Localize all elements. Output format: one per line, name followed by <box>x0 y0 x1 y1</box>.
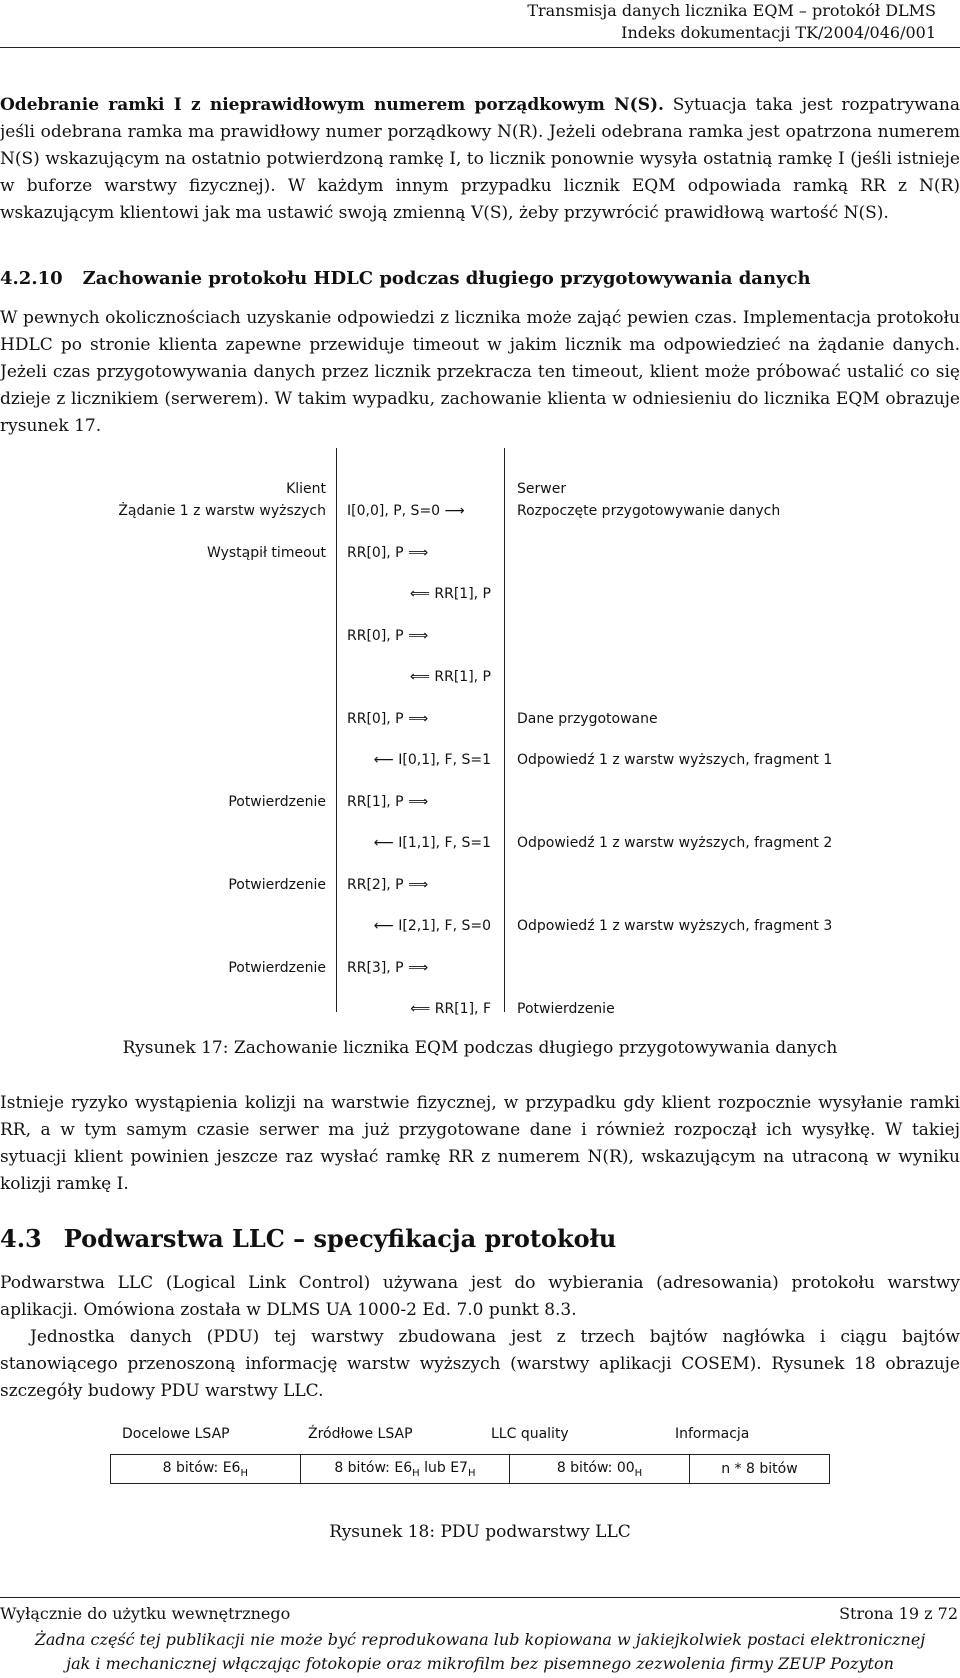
section-heading-4-3 <box>0 1224 616 1253</box>
pdu-table <box>110 1454 830 1484</box>
paragraph-body: Sytuacja taka jest rozpatrywana jeśli odebrana ramka ma prawidłowy numer porządkowy N(R). Jeżeli odebrana ramka jest opatrzona numerem N(S) wskazującym na ostatnio potwierdzoną ramkę I, to licznik ponownie wysyła ostatnią ramkę I (jeśli istnieje w buforze warstwy fizycznej). W każdym innym przypadku licznik EQM odpowiada ramką RR z N(R) wskazującym klientowi jak ma ustawić swoją zmienną V(S), żeby przywrócić prawidłową wartość N(S). <box>0 95 960 223</box>
sequence-message: RR[0], P ⟹ <box>347 711 429 727</box>
pdu-field-cell <box>510 1455 690 1484</box>
client-event-label: Wystąpił timeout <box>206 545 326 561</box>
pdu-field-header: Docelowe LSAP <box>122 1426 230 1442</box>
server-event-label: Odpowiedź 1 z warstw wyższych, fragment 1 <box>517 752 833 768</box>
cell-text: n * 8 bitów <box>721 1461 798 1477</box>
client-event-label: Potwierdzenie <box>228 794 326 810</box>
section-number: 4.2.10 <box>0 268 63 289</box>
cell-subscript: H <box>240 1467 248 1479</box>
cell-subscript: H <box>412 1467 420 1479</box>
client-event-label: Potwierdzenie <box>228 877 326 893</box>
figure-17-caption: Rysunek 17: Zachowanie licznika EQM podczas długiego przygotowywania danych <box>122 1038 838 1058</box>
section-title: Podwarstwa LLC – specyfikacja protokołu <box>63 1224 617 1253</box>
pdu-field-cell <box>111 1455 301 1484</box>
sequence-message: ⟵ I[0,1], F, S=1 <box>373 752 491 768</box>
server-event-label: Rozpoczęte przygotowywanie danych <box>517 503 781 519</box>
cell-subscript: H <box>467 1467 476 1479</box>
cell-text: lub E7 <box>419 1459 468 1476</box>
sequence-message: RR[2], P ⟹ <box>347 877 429 893</box>
footer-notice-line2: jak i mechanicznej włączając fotokopie oraz mikrofilm bez pisemnego zezwolenia firmy ZEUP Pozyton <box>66 1654 894 1673</box>
figure-18-caption: Rysunek 18: PDU podwarstwy LLC <box>329 1522 631 1542</box>
pdu-field-header: Informacja <box>675 1426 750 1442</box>
sequence-message: ⟸ RR[1], P <box>409 669 491 685</box>
paragraph-collision: Istnieje ryzyko wystąpienia kolizji na warstwie fizycznej, w przypadku gdy klient rozpocznie wysyłanie ramki RR, a w tym samym czasie serwer ma już przygotowane dane i również rozpoczął ich wysyłkę. W takiej sytuacji klient powinien jeszcze raz wysłać ramkę RR z numerem N(R), wskazującym na utraconą w wyniku kolizji ramkę I. <box>0 1093 960 1194</box>
cell-subscript: H <box>634 1467 643 1479</box>
header-title: Transmisja danych licznika EQM – protokół DLMS <box>527 1 936 20</box>
sequence-message: ⟸ RR[1], F <box>410 1001 491 1017</box>
server-lifeline <box>504 448 505 1012</box>
paragraph-long-prep: W pewnych okolicznościach uzyskanie odpowiedzi z licznika może zająć pewien czas. Implementacja protokołu HDLC po stronie klienta zapewne przewiduje timeout w jakim licznik ma odpowiedzieć na żądanie danych. Jeżeli czas przygotowywania danych przez licznik przekracza ten timeout, klient może próbować ustalić co się dzieje z licznikiem (serwerem). W takim wypadku, zachowanie klienta w odniesieniu do licznika EQM obrazuje rysunek 17. <box>0 308 960 436</box>
paragraph-pdu: Jednostka danych (PDU) tej warstwy zbudowana jest z trzech bajtów nagłówka i ciągu bajtów stanowiącego przenoszoną informację warstw wyższych (warstwy aplikacji COSEM). Rysunek 18 obrazuje szczegóły budowy PDU warstwy LLC. <box>0 1327 960 1401</box>
sequence-message: ⟸ RR[1], P <box>409 586 491 602</box>
client-lifeline <box>336 448 337 1012</box>
cell-text: 8 bitów: E6 <box>334 1459 413 1476</box>
sequence-message: I[0,0], P, S=0 ⟶ <box>347 503 465 519</box>
sequence-message: RR[0], P ⟹ <box>347 628 429 644</box>
header-doc-index: Indeks dokumentacji TK/2004/046/001 <box>621 23 936 42</box>
header-rule <box>0 47 960 48</box>
server-event-label: Odpowiedź 1 z warstw wyższych, fragment 3 <box>517 918 833 934</box>
paragraph-lead: Odebranie ramki I z nieprawidłowym numerem porządkowym N(S). <box>0 95 664 115</box>
server-header: Serwer <box>517 481 567 497</box>
cell-text: 8 bitów: E6 <box>162 1459 241 1476</box>
footer-notice-line1: Żadna część tej publikacji nie może być reprodukowana lub kopiowana w jakiejkolwiek postaci elektronicznej <box>34 1630 926 1649</box>
client-header: Klient <box>286 481 326 497</box>
client-event-label: Potwierdzenie <box>228 960 326 976</box>
server-event-label: Odpowiedź 1 z warstw wyższych, fragment 2 <box>517 835 833 851</box>
footer-rule <box>0 1597 960 1598</box>
cell-text: 8 bitów: 00 <box>556 1459 635 1476</box>
sequence-message: ⟵ I[1,1], F, S=1 <box>373 835 491 851</box>
sequence-message: RR[0], P ⟹ <box>347 545 429 561</box>
pdu-field-cell <box>300 1455 509 1484</box>
pdu-field-header: Źródłowe LSAP <box>308 1426 413 1442</box>
paragraph-invalid-ns <box>0 92 960 227</box>
pdu-field-header: LLC quality <box>491 1426 569 1442</box>
section-number: 4.3 <box>0 1224 42 1253</box>
server-event-label: Dane przygotowane <box>517 711 658 727</box>
pdu-field-cell <box>689 1455 829 1484</box>
footer-left: Wyłącznie do użytku wewnętrznego <box>0 1604 291 1623</box>
section-heading-4-2-10 <box>0 268 811 289</box>
client-event-label: Żądanie 1 z warstw wyższych <box>118 503 326 519</box>
sequence-message: RR[1], P ⟹ <box>347 794 429 810</box>
running-header <box>527 0 936 44</box>
section-title: Zachowanie protokołu HDLC podczas długiego przygotowywania danych <box>82 268 811 289</box>
server-event-label: Potwierdzenie <box>517 1001 615 1017</box>
sequence-message: ⟵ I[2,1], F, S=0 <box>373 918 491 934</box>
footer-page-number: Strona 19 z 72 <box>839 1604 958 1623</box>
pdu-row <box>111 1455 830 1484</box>
sequence-message: RR[3], P ⟹ <box>347 960 429 976</box>
paragraph-llc-intro: Podwarstwa LLC (Logical Link Control) używana jest do wybierania (adresowania) protokołu warstwy aplikacji. Omówiona została w DLMS UA 1000-2 Ed. 7.0 punkt 8.3. <box>0 1273 960 1320</box>
